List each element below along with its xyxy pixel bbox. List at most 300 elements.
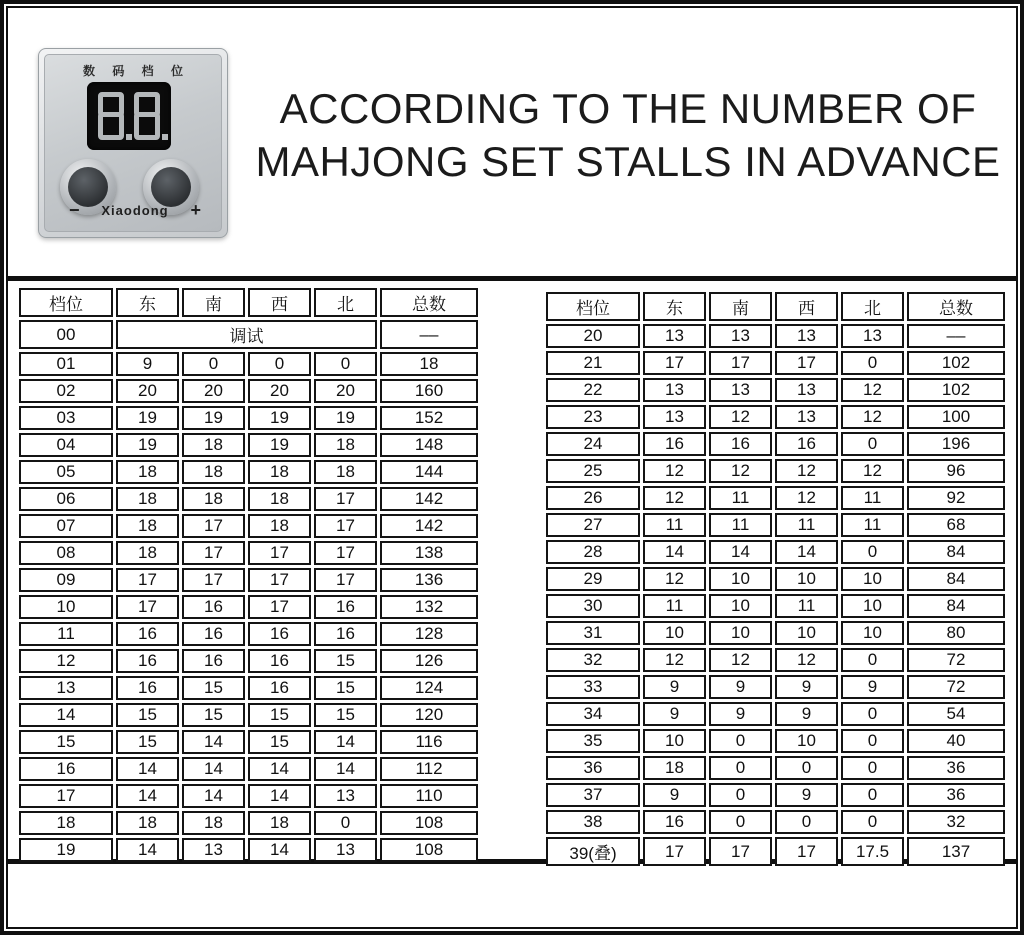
table-row [546,405,1005,429]
table-cell: 13 [709,378,772,402]
table-cell: 18 [643,756,706,780]
table-cell: 03 [19,406,113,430]
table-cell: 14 [314,757,377,781]
table-cell: 144 [380,460,478,484]
table-cell: 11 [709,513,772,537]
table-cell: 13 [643,405,706,429]
table-cell: 14 [19,703,113,727]
table-cell: 9 [643,783,706,807]
table-cell: 31 [546,621,640,645]
table-cell: 24 [546,432,640,456]
table-cell: 17 [775,351,838,375]
table-cell: 20 [314,379,377,403]
table-row [19,541,478,565]
decimal-point [162,134,168,140]
table-cell: 15 [116,730,179,754]
table-cell: 18 [314,460,377,484]
table-cell: 13 [841,324,904,348]
plus-label: + [190,200,201,220]
table-cell: 17 [116,568,179,592]
table-cell: 0 [709,783,772,807]
table-cell: 11 [19,622,113,646]
table-cell: 17 [709,351,772,375]
table-cell: 112 [380,757,478,781]
seven-segment-display [87,82,171,150]
table-cell: 16 [116,622,179,646]
column-header: 总数 [380,288,478,317]
table-cell: 28 [546,540,640,564]
table-cell: 13 [182,838,245,862]
table-cell: 18 [182,433,245,457]
table-cell: 0 [775,810,838,834]
table-cell: 10 [709,567,772,591]
table-cell: 18 [182,460,245,484]
table-row [546,783,1005,807]
table-cell: 0 [841,432,904,456]
table-cell: 12 [775,486,838,510]
table-cell: 10 [775,567,838,591]
table-cell: 19 [182,406,245,430]
table-cell: –– [380,320,478,349]
table-row [546,513,1005,537]
table-cell: 0 [775,756,838,780]
table-cell: 20 [116,379,179,403]
table-cell: 108 [380,838,478,862]
table-row [19,514,478,538]
table-cell: 09 [19,568,113,592]
table-cell: 19 [116,406,179,430]
table-row [546,837,1005,866]
table-row [546,432,1005,456]
table-cell: 136 [380,568,478,592]
top-section [8,8,1016,276]
inner-frame [6,6,1018,929]
table-cell: 0 [841,540,904,564]
table-cell: 00 [19,320,113,349]
table-cell: 9 [775,675,838,699]
table-cell: 40 [907,729,1005,753]
table-cell: 36 [907,756,1005,780]
table-cell: 14 [182,730,245,754]
table-cell: 17 [19,784,113,808]
table-cell: 13 [775,378,838,402]
table-cell: 12 [643,648,706,672]
table-cell: 12 [775,459,838,483]
minus-label: − [69,200,80,220]
page-title [246,82,1010,188]
table-cell: 13 [775,324,838,348]
table-cell: 142 [380,487,478,511]
table-cell: 08 [19,541,113,565]
table-cell: 12 [841,459,904,483]
table-cell: 13 [709,324,772,348]
table-cell: 84 [907,594,1005,618]
table-cell: 84 [907,540,1005,564]
table-cell: 18 [116,460,179,484]
table-cell: 12 [709,648,772,672]
table-cell: 9 [709,702,772,726]
table-cell: 18 [248,487,311,511]
table-row [546,324,1005,348]
table-cell: 36 [907,783,1005,807]
table-cell: 18 [182,811,245,835]
table-cell: 15 [314,703,377,727]
table-cell: 36 [546,756,640,780]
table-cell: 14 [248,757,311,781]
table-cell: 72 [907,648,1005,672]
table-cell: 18 [182,487,245,511]
table-cell: 11 [775,594,838,618]
table-cell: 19 [248,406,311,430]
table-cell: 02 [19,379,113,403]
table-cell: 15 [248,703,311,727]
table-cell: 12 [841,405,904,429]
table-cell: 92 [907,486,1005,510]
table-cell: 32 [546,648,640,672]
table-cell: 10 [709,594,772,618]
table-cell: 15 [182,676,245,700]
table-row [19,622,478,646]
table-cell: 16 [775,432,838,456]
table-cell: 14 [248,838,311,862]
brand-label: Xiaodong [101,202,169,218]
table-cell: 9 [775,702,838,726]
table-cell: 12 [709,405,772,429]
column-header: 南 [182,288,245,317]
table-cell: 11 [709,486,772,510]
table-row [19,487,478,511]
table-cell: 16 [182,622,245,646]
table-cell: 0 [314,352,377,376]
table-cell: 17 [314,541,377,565]
table-row [19,838,478,862]
table-row [19,784,478,808]
table-cell: 18 [116,541,179,565]
table-row [19,703,478,727]
table-cell: 16 [709,432,772,456]
table-cell: 11 [643,594,706,618]
bottom-empty-strip [8,864,1016,927]
table-cell: 11 [775,513,838,537]
table-cell: 35 [546,729,640,753]
table-cell: 0 [841,648,904,672]
table-row [546,621,1005,645]
table-cell: 19 [19,838,113,862]
table-cell: 0 [248,352,311,376]
table-cell: 13 [314,784,377,808]
table-cell: 84 [907,567,1005,591]
table-cell: 10 [709,621,772,645]
table-cell: 9 [841,675,904,699]
page-title-line2: MAHJONG SET STALLS IN ADVANCE [255,138,1001,185]
table-cell: 07 [19,514,113,538]
table-cell: 17 [709,837,772,866]
table-cell: 14 [775,540,838,564]
table-cell: 15 [19,730,113,754]
table-row [546,756,1005,780]
table-row [546,594,1005,618]
table-cell: 18 [116,487,179,511]
table-cell: 调试 [116,320,377,349]
column-header: 北 [314,288,377,317]
table-cell: 13 [775,405,838,429]
table-cell: 0 [841,756,904,780]
table-cell: 96 [907,459,1005,483]
table-cell: 10 [841,594,904,618]
table-cell: 18 [314,433,377,457]
table-row [19,320,478,349]
table-cell: 0 [841,351,904,375]
table-cell: 10 [643,729,706,753]
table-row [546,378,1005,402]
column-header: 档位 [546,292,640,321]
table-cell: 18 [116,811,179,835]
table-cell: 9 [116,352,179,376]
header-row [546,292,1005,321]
table-cell: 72 [907,675,1005,699]
table-cell: 06 [19,487,113,511]
table-row [19,757,478,781]
table-row [19,649,478,673]
table-cell: 34 [546,702,640,726]
table-cell: 22 [546,378,640,402]
table-cell: 39(叠) [546,837,640,866]
table-cell: 68 [907,513,1005,537]
table-cell: 17 [182,568,245,592]
table-cell: 14 [248,784,311,808]
column-header: 东 [116,288,179,317]
table-row [546,675,1005,699]
table-cell: 9 [643,675,706,699]
table-cell: 12 [19,649,113,673]
table-cell: 16 [248,622,311,646]
table-cell: 138 [380,541,478,565]
table-cell: 17 [248,568,311,592]
table-cell: 108 [380,811,478,835]
table-cell: 16 [182,649,245,673]
table-cell: 20 [182,379,245,403]
table-cell: 16 [19,757,113,781]
table-cell: 12 [709,459,772,483]
table-cell: 12 [643,459,706,483]
table-cell: 152 [380,406,478,430]
table-cell: 80 [907,621,1005,645]
seven-segment-digit [98,92,124,140]
table-cell: 20 [546,324,640,348]
table-cell: 01 [19,352,113,376]
table-row [19,352,478,376]
table-cell: 16 [182,595,245,619]
table-row [546,729,1005,753]
table-cell: 128 [380,622,478,646]
device-panel-title: 数 码 档 位 [82,64,190,78]
table-cell: 102 [907,378,1005,402]
stall-table-left [16,285,481,865]
table-row [19,379,478,403]
column-header: 总数 [907,292,1005,321]
table-row [19,811,478,835]
table-cell: 0 [841,783,904,807]
table-cell: 13 [314,838,377,862]
table-cell: 0 [314,811,377,835]
table-cell: 16 [314,622,377,646]
table-cell: 21 [546,351,640,375]
table-cell: 13 [643,378,706,402]
table-cell: 16 [643,432,706,456]
decimal-point [126,134,132,140]
table-cell: 38 [546,810,640,834]
table-cell: 12 [775,648,838,672]
table-cell: 16 [314,595,377,619]
table-cell: 13 [643,324,706,348]
table-cell: 15 [314,676,377,700]
table-cell: 17 [643,351,706,375]
table-cell: 29 [546,567,640,591]
column-header: 南 [709,292,772,321]
table-cell: 0 [841,729,904,753]
table-cell: 14 [116,838,179,862]
table-cell: 14 [182,757,245,781]
table-cell: 0 [182,352,245,376]
table-row [19,406,478,430]
table-cell: 160 [380,379,478,403]
table-cell: 20 [248,379,311,403]
table-cell: 15 [182,703,245,727]
column-header: 西 [248,288,311,317]
table-row [546,648,1005,672]
table-cell: 25 [546,459,640,483]
table-cell: 110 [380,784,478,808]
table-row [19,433,478,457]
seven-segment-digit [134,92,160,140]
table-cell: 100 [907,405,1005,429]
table-row [546,459,1005,483]
table-cell: 17 [314,568,377,592]
table-cell: 10 [19,595,113,619]
table-cell: 16 [116,676,179,700]
table-cell: 37 [546,783,640,807]
table-cell: 17 [116,595,179,619]
table-cell: 10 [841,621,904,645]
table-cell: 14 [643,540,706,564]
table-cell: 10 [643,621,706,645]
table-cell: 18 [116,514,179,538]
table-row [546,567,1005,591]
table-cell: 26 [546,486,640,510]
table-cell: 0 [709,756,772,780]
table-row [19,568,478,592]
table-cell: 32 [907,810,1005,834]
table-cell: 12 [643,486,706,510]
table-cell: 16 [643,810,706,834]
table-cell: 23 [546,405,640,429]
table-cell: 137 [907,837,1005,866]
table-cell: 116 [380,730,478,754]
table-cell: 17 [643,837,706,866]
table-cell: 30 [546,594,640,618]
page-title-line1: ACCORDING TO THE NUMBER OF [279,85,977,132]
table-cell: 18 [19,811,113,835]
table-cell: 17 [314,514,377,538]
table-cell: 10 [775,621,838,645]
table-cell: 120 [380,703,478,727]
table-cell: 54 [907,702,1005,726]
table-cell: 15 [248,730,311,754]
table-row [546,810,1005,834]
table-cell: 102 [907,351,1005,375]
table-cell: 126 [380,649,478,673]
table-row [546,702,1005,726]
table-cell: 04 [19,433,113,457]
table-cell: 11 [841,486,904,510]
table-cell: 18 [380,352,478,376]
stall-tables-section [8,276,1016,864]
table-cell: 18 [248,460,311,484]
table-cell: 17 [182,514,245,538]
table-cell: 17 [248,595,311,619]
table-cell: 148 [380,433,478,457]
table-cell: 132 [380,595,478,619]
table-cell: 19 [248,433,311,457]
header-row [19,288,478,317]
table-cell: 9 [775,783,838,807]
column-header: 档位 [19,288,113,317]
table-row [546,540,1005,564]
table-cell: 05 [19,460,113,484]
table-cell: 16 [248,649,311,673]
column-header: 东 [643,292,706,321]
table-cell: 0 [841,702,904,726]
table-row [19,730,478,754]
table-cell: 17 [314,487,377,511]
table-cell: 0 [709,810,772,834]
table-cell: 14 [116,784,179,808]
table-cell: 10 [841,567,904,591]
device-label-row [69,201,201,219]
table-cell: 19 [116,433,179,457]
table-cell: 15 [116,703,179,727]
table-cell: –– [907,324,1005,348]
table-cell: 16 [248,676,311,700]
table-cell: 0 [709,729,772,753]
table-cell: 17 [775,837,838,866]
table-cell: 9 [709,675,772,699]
table-cell: 196 [907,432,1005,456]
table-cell: 0 [841,810,904,834]
table-cell: 142 [380,514,478,538]
table-cell: 13 [19,676,113,700]
table-row [19,460,478,484]
table-cell: 27 [546,513,640,537]
table-row [546,351,1005,375]
table-cell: 14 [182,784,245,808]
table-row [19,595,478,619]
table-cell: 9 [643,702,706,726]
table-cell: 15 [314,649,377,673]
stall-counter-device-photo [38,48,228,238]
table-cell: 14 [709,540,772,564]
column-header: 北 [841,292,904,321]
table-cell: 16 [116,649,179,673]
column-header: 西 [775,292,838,321]
table-cell: 19 [314,406,377,430]
table-cell: 11 [841,513,904,537]
table-cell: 17.5 [841,837,904,866]
table-cell: 12 [841,378,904,402]
stall-table-right [543,289,1008,869]
table-row [19,676,478,700]
table-row [546,486,1005,510]
